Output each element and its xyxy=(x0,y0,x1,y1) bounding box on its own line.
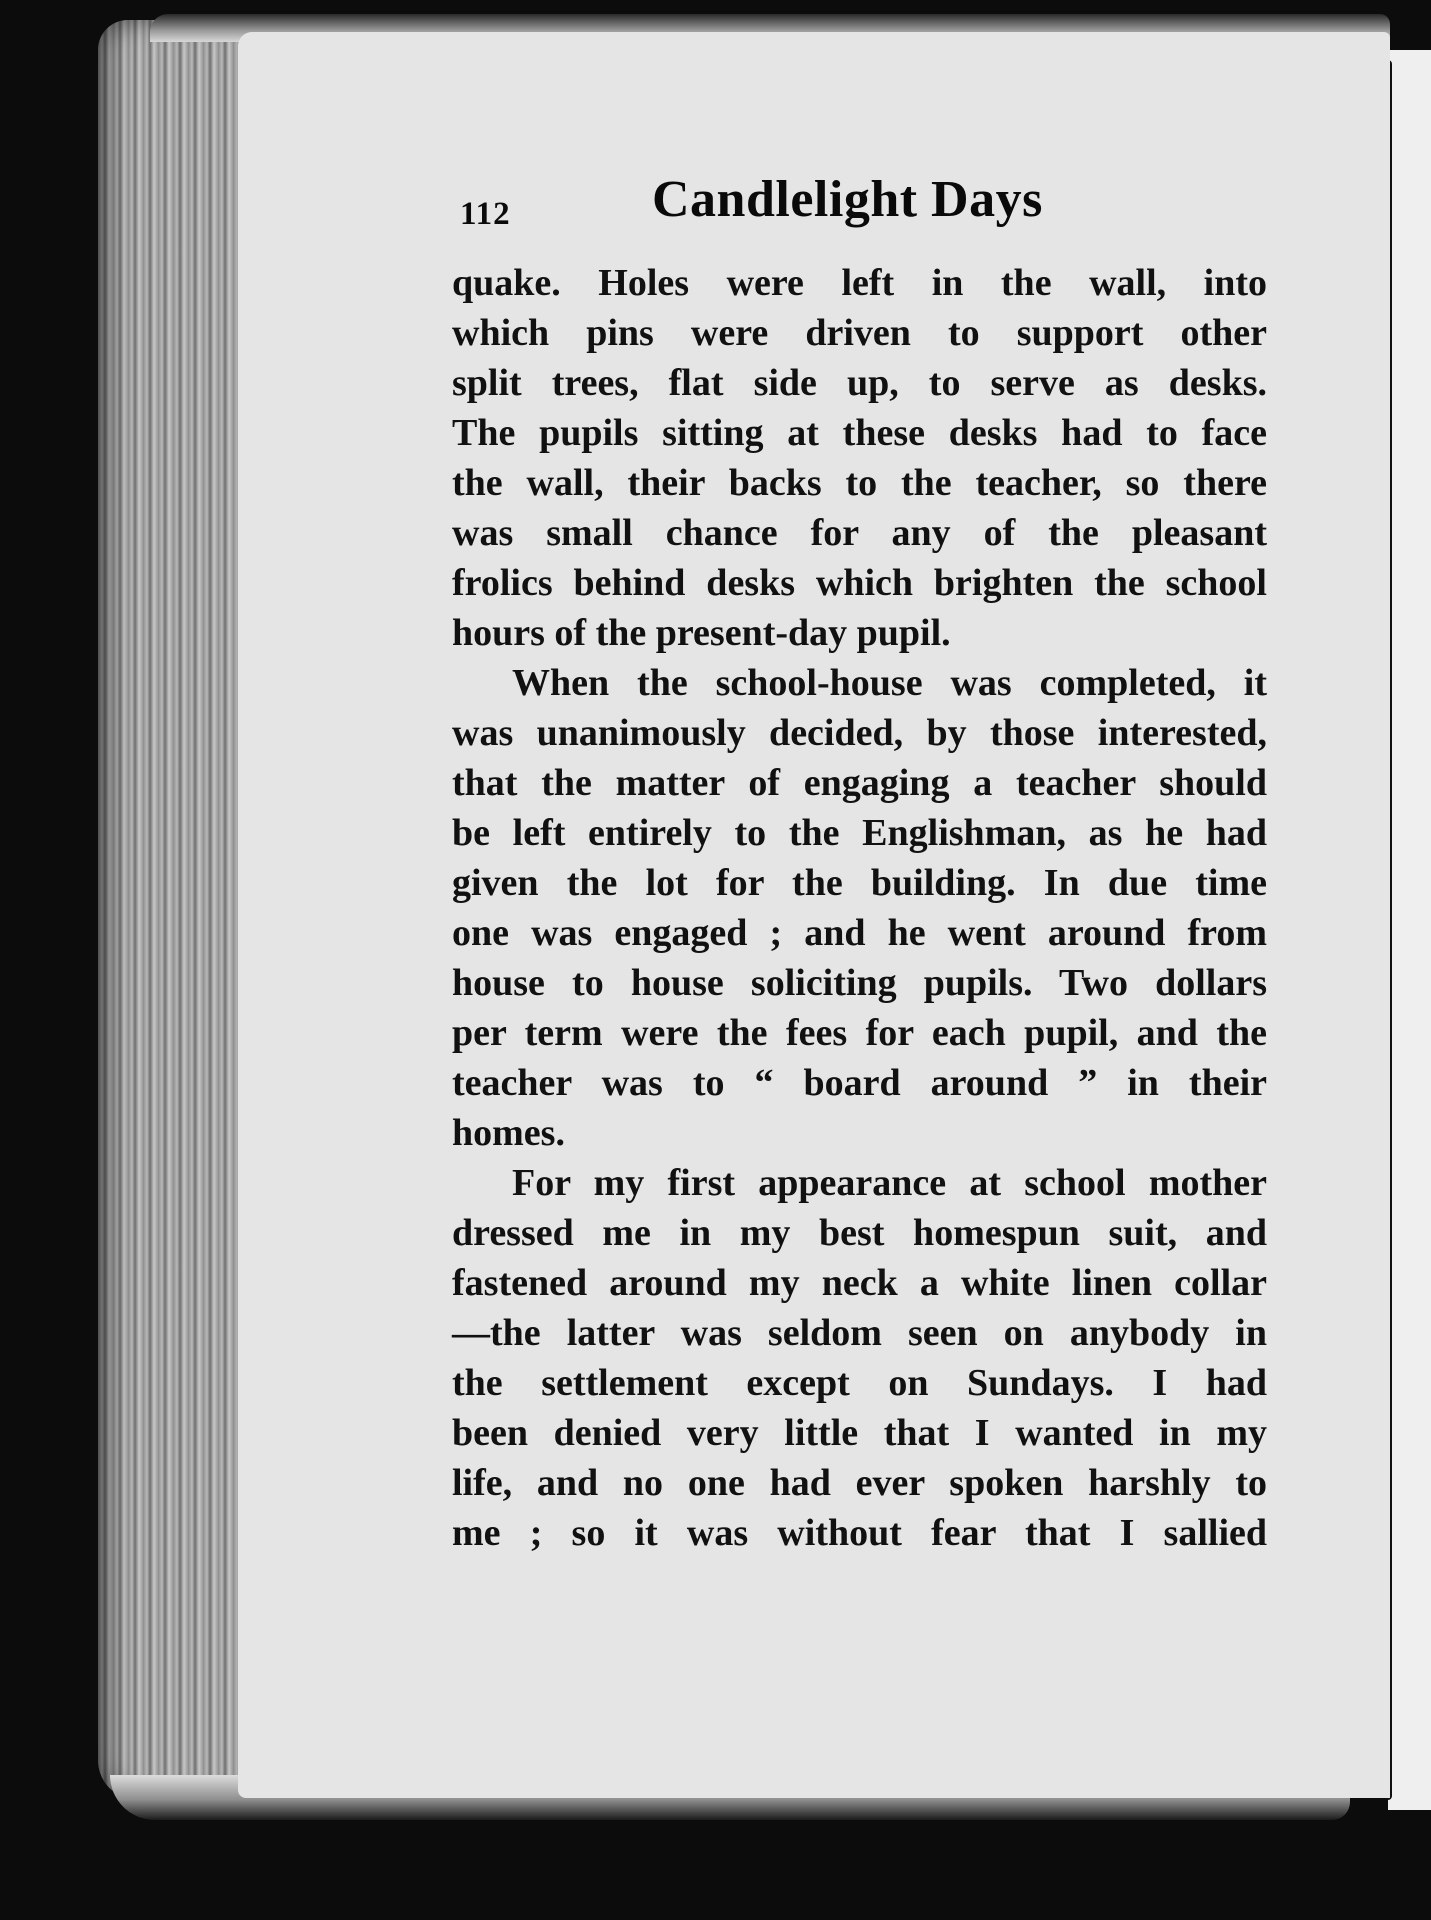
scan-artifact-marks xyxy=(660,1838,820,1898)
text-line: For my first appearance at school mother xyxy=(512,1162,1267,1204)
running-title: Candlelight Days xyxy=(652,171,1043,228)
text-line: quake. Holes were left in the wall, into xyxy=(452,262,1267,304)
page-number: 112 xyxy=(460,196,511,232)
text-line: given the lot for the building. In due time xyxy=(452,862,1267,904)
text-line: the wall, their backs to the teacher, so there xyxy=(452,462,1267,504)
text-line: which pins were driven to support other xyxy=(452,312,1267,354)
text-line: me ; so it was without fear that I sallied xyxy=(452,1512,1267,1554)
text-line: split trees, flat side up, to serve as desks. xyxy=(452,362,1267,404)
text-line: The pupils sitting at these desks had to face xyxy=(452,412,1267,454)
text-line: was unanimously decided, by those interested, xyxy=(452,712,1267,754)
facing-page-gutter xyxy=(1388,50,1431,1810)
text-line: be left entirely to the Englishman, as he had xyxy=(452,812,1267,854)
text-line: that the matter of engaging a teacher should xyxy=(452,762,1267,804)
text-line: life, and no one had ever spoken harshly to xyxy=(452,1462,1267,1504)
text-line: the settlement except on Sundays. I had xyxy=(452,1362,1267,1404)
body-text xyxy=(452,258,1267,1558)
text-line: teacher was to “ board around ” in their xyxy=(452,1062,1267,1104)
text-line: frolics behind desks which brighten the school xyxy=(452,562,1267,604)
text-line: house to house soliciting pupils. Two dollars xyxy=(452,962,1267,1004)
text-line: homes. xyxy=(452,1112,565,1154)
text-line: —the latter was seldom seen on anybody in xyxy=(452,1312,1267,1354)
text-line: one was engaged ; and he went around from xyxy=(452,912,1267,954)
text-line: When the school-house was completed, it xyxy=(512,662,1267,704)
text-line: fastened around my neck a white linen collar xyxy=(452,1262,1267,1304)
page-edges-left xyxy=(98,20,248,1800)
text-line: dressed me in my best homespun suit, and xyxy=(452,1212,1267,1254)
text-line: hours of the present-day pupil. xyxy=(452,612,951,654)
page-header xyxy=(460,170,1080,240)
text-line: been denied very little that I wanted in my xyxy=(452,1412,1267,1454)
text-line: per term were the fees for each pupil, and the xyxy=(452,1012,1267,1054)
text-line: was small chance for any of the pleasant xyxy=(452,512,1267,554)
